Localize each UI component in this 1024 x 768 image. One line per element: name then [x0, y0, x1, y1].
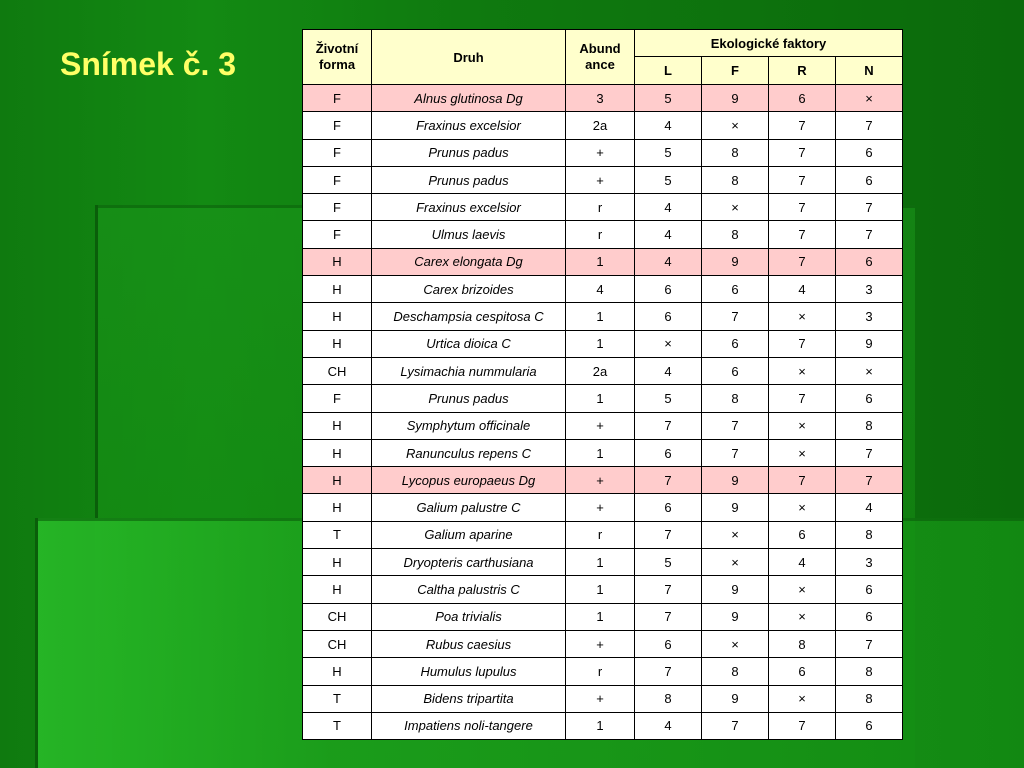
cell-factor-n: 8 [836, 658, 903, 685]
cell-factor-f: 8 [702, 166, 769, 193]
cell-species: Dryopteris carthusiana [372, 549, 566, 576]
cell-factor-r: 7 [769, 221, 836, 248]
cell-factor-l: 6 [635, 494, 702, 521]
header-factor-n: N [836, 57, 903, 85]
cell-species: Humulus lupulus [372, 658, 566, 685]
cell-species: Deschampsia cespitosa C [372, 303, 566, 330]
table-row [303, 385, 903, 412]
cell-life-form: F [303, 166, 372, 193]
cell-abundance: + [566, 494, 635, 521]
cell-factor-n: 3 [836, 549, 903, 576]
cell-factor-n: × [836, 85, 903, 112]
cell-factor-f: × [702, 521, 769, 548]
cell-life-form: F [303, 112, 372, 139]
cell-factor-l: 5 [635, 385, 702, 412]
table-row [303, 194, 903, 221]
cell-factor-f: 8 [702, 658, 769, 685]
table-row [303, 112, 903, 139]
cell-life-form: H [303, 439, 372, 466]
cell-species: Galium aparine [372, 521, 566, 548]
cell-factor-r: 7 [769, 467, 836, 494]
cell-abundance: r [566, 221, 635, 248]
cell-factor-r: 4 [769, 549, 836, 576]
table-row [303, 712, 903, 739]
cell-factor-f: 9 [702, 685, 769, 712]
cell-factor-n: 6 [836, 139, 903, 166]
cell-factor-l: 4 [635, 248, 702, 275]
header-factor-r: R [769, 57, 836, 85]
cell-species: Galium palustre C [372, 494, 566, 521]
cell-factor-l: 5 [635, 85, 702, 112]
cell-factor-r: 7 [769, 166, 836, 193]
cell-factor-f: 7 [702, 303, 769, 330]
cell-abundance: + [566, 412, 635, 439]
cell-factor-l: 7 [635, 521, 702, 548]
table-row [303, 412, 903, 439]
cell-factor-l: × [635, 330, 702, 357]
cell-factor-r: 6 [769, 658, 836, 685]
cell-life-form: CH [303, 357, 372, 384]
cell-factor-l: 5 [635, 139, 702, 166]
header-factor-f: F [702, 57, 769, 85]
cell-factor-l: 7 [635, 658, 702, 685]
cell-factor-f: 9 [702, 467, 769, 494]
cell-species: Prunus padus [372, 385, 566, 412]
cell-factor-n: 7 [836, 194, 903, 221]
cell-life-form: H [303, 658, 372, 685]
cell-abundance: 2a [566, 112, 635, 139]
cell-factor-r: 7 [769, 712, 836, 739]
cell-factor-f: × [702, 549, 769, 576]
cell-factor-l: 4 [635, 712, 702, 739]
background-divider [95, 205, 98, 518]
cell-species: Rubus caesius [372, 630, 566, 657]
cell-factor-r: × [769, 603, 836, 630]
table-row [303, 549, 903, 576]
slide-title: Snímek č. 3 [60, 46, 237, 82]
cell-species: Lycopus europaeus Dg [372, 467, 566, 494]
cell-abundance: 1 [566, 549, 635, 576]
cell-factor-l: 6 [635, 630, 702, 657]
cell-factor-n: 3 [836, 276, 903, 303]
cell-factor-f: 7 [702, 439, 769, 466]
cell-factor-n: 6 [836, 712, 903, 739]
cell-species: Caltha palustris C [372, 576, 566, 603]
cell-abundance: + [566, 630, 635, 657]
cell-factor-n: 7 [836, 439, 903, 466]
cell-factor-r: × [769, 439, 836, 466]
cell-factor-f: × [702, 194, 769, 221]
cell-factor-n: × [836, 357, 903, 384]
table-row [303, 521, 903, 548]
cell-abundance: + [566, 166, 635, 193]
cell-factor-f: 6 [702, 357, 769, 384]
cell-species: Urtica dioica C [372, 330, 566, 357]
cell-factor-n: 8 [836, 685, 903, 712]
cell-life-form: H [303, 303, 372, 330]
cell-factor-l: 6 [635, 303, 702, 330]
cell-factor-r: 6 [769, 521, 836, 548]
cell-species: Prunus padus [372, 166, 566, 193]
cell-abundance: + [566, 685, 635, 712]
header-abundance: Abund ance [566, 30, 635, 85]
cell-factor-l: 4 [635, 194, 702, 221]
cell-factor-r: × [769, 685, 836, 712]
cell-factor-l: 8 [635, 685, 702, 712]
cell-abundance: r [566, 194, 635, 221]
table-row [303, 221, 903, 248]
cell-factor-n: 8 [836, 412, 903, 439]
cell-life-form: F [303, 85, 372, 112]
cell-factor-n: 7 [836, 221, 903, 248]
cell-factor-n: 6 [836, 576, 903, 603]
table-row [303, 467, 903, 494]
cell-factor-f: 7 [702, 712, 769, 739]
cell-abundance: 4 [566, 276, 635, 303]
header-ecological-factors: Ekologické faktory [635, 30, 903, 57]
cell-factor-n: 7 [836, 112, 903, 139]
cell-life-form: H [303, 576, 372, 603]
cell-life-form: H [303, 549, 372, 576]
cell-abundance: 2a [566, 357, 635, 384]
cell-factor-f: 7 [702, 412, 769, 439]
cell-factor-l: 5 [635, 166, 702, 193]
table-row [303, 248, 903, 275]
cell-factor-r: 7 [769, 248, 836, 275]
table-row [303, 85, 903, 112]
cell-species: Prunus padus [372, 139, 566, 166]
table-row [303, 166, 903, 193]
cell-abundance: r [566, 658, 635, 685]
cell-factor-n: 6 [836, 603, 903, 630]
cell-abundance: 1 [566, 330, 635, 357]
cell-species: Ranunculus repens C [372, 439, 566, 466]
cell-factor-r: 8 [769, 630, 836, 657]
cell-life-form: F [303, 385, 372, 412]
cell-life-form: CH [303, 630, 372, 657]
cell-abundance: + [566, 139, 635, 166]
cell-factor-l: 7 [635, 576, 702, 603]
cell-abundance: 1 [566, 248, 635, 275]
cell-life-form: T [303, 712, 372, 739]
cell-factor-r: 7 [769, 330, 836, 357]
cell-factor-r: 7 [769, 112, 836, 139]
cell-factor-l: 7 [635, 412, 702, 439]
cell-factor-l: 4 [635, 112, 702, 139]
table-row [303, 494, 903, 521]
cell-life-form: H [303, 412, 372, 439]
table-row [303, 439, 903, 466]
cell-species: Carex brizoides [372, 276, 566, 303]
table-row [303, 139, 903, 166]
cell-factor-f: 8 [702, 221, 769, 248]
cell-factor-n: 7 [836, 630, 903, 657]
cell-factor-n: 6 [836, 385, 903, 412]
cell-factor-r: × [769, 357, 836, 384]
cell-abundance: 1 [566, 303, 635, 330]
cell-abundance: 1 [566, 385, 635, 412]
cell-factor-f: 8 [702, 385, 769, 412]
cell-factor-n: 9 [836, 330, 903, 357]
cell-factor-f: 6 [702, 276, 769, 303]
cell-factor-r: × [769, 303, 836, 330]
cell-abundance: + [566, 467, 635, 494]
cell-abundance: 1 [566, 576, 635, 603]
cell-factor-f: 9 [702, 248, 769, 275]
cell-factor-l: 4 [635, 357, 702, 384]
cell-species: Lysimachia nummularia [372, 357, 566, 384]
cell-factor-n: 6 [836, 248, 903, 275]
cell-factor-r: × [769, 412, 836, 439]
cell-factor-n: 6 [836, 166, 903, 193]
cell-abundance: 1 [566, 712, 635, 739]
cell-species: Bidens tripartita [372, 685, 566, 712]
cell-abundance: 1 [566, 603, 635, 630]
cell-life-form: H [303, 330, 372, 357]
cell-abundance: 1 [566, 439, 635, 466]
cell-factor-r: × [769, 494, 836, 521]
cell-life-form: H [303, 467, 372, 494]
cell-life-form: T [303, 521, 372, 548]
table-row [303, 658, 903, 685]
cell-life-form: H [303, 248, 372, 275]
cell-factor-f: × [702, 630, 769, 657]
cell-factor-n: 7 [836, 467, 903, 494]
cell-factor-f: 8 [702, 139, 769, 166]
vegetation-table [302, 29, 903, 740]
background-divider [35, 518, 38, 768]
cell-life-form: H [303, 276, 372, 303]
cell-factor-r: 7 [769, 139, 836, 166]
cell-factor-f: 9 [702, 576, 769, 603]
cell-life-form: H [303, 494, 372, 521]
cell-factor-l: 6 [635, 276, 702, 303]
cell-factor-f: 9 [702, 85, 769, 112]
cell-abundance: 3 [566, 85, 635, 112]
cell-species: Alnus glutinosa Dg [372, 85, 566, 112]
table-row [303, 576, 903, 603]
cell-factor-r: 7 [769, 385, 836, 412]
table-row [303, 685, 903, 712]
cell-species: Poa trivialis [372, 603, 566, 630]
cell-factor-f: 6 [702, 330, 769, 357]
cell-life-form: F [303, 221, 372, 248]
table-row [303, 330, 903, 357]
table-row [303, 357, 903, 384]
header-life-form: Životní forma [303, 30, 372, 85]
cell-species: Fraxinus excelsior [372, 194, 566, 221]
cell-species: Symphytum officinale [372, 412, 566, 439]
table-row [303, 603, 903, 630]
cell-species: Fraxinus excelsior [372, 112, 566, 139]
cell-factor-l: 4 [635, 221, 702, 248]
cell-factor-r: × [769, 576, 836, 603]
cell-factor-l: 7 [635, 467, 702, 494]
cell-factor-f: × [702, 112, 769, 139]
header-factor-l: L [635, 57, 702, 85]
cell-factor-r: 6 [769, 85, 836, 112]
cell-factor-n: 8 [836, 521, 903, 548]
cell-factor-l: 7 [635, 603, 702, 630]
cell-species: Carex elongata Dg [372, 248, 566, 275]
cell-factor-n: 4 [836, 494, 903, 521]
cell-abundance: r [566, 521, 635, 548]
cell-factor-r: 4 [769, 276, 836, 303]
cell-factor-l: 6 [635, 439, 702, 466]
cell-life-form: CH [303, 603, 372, 630]
cell-factor-f: 9 [702, 603, 769, 630]
table-row [303, 276, 903, 303]
cell-life-form: F [303, 194, 372, 221]
header-species: Druh [372, 30, 566, 85]
cell-factor-l: 5 [635, 549, 702, 576]
cell-species: Ulmus laevis [372, 221, 566, 248]
table-row [303, 303, 903, 330]
cell-factor-f: 9 [702, 494, 769, 521]
cell-factor-n: 3 [836, 303, 903, 330]
cell-life-form: F [303, 139, 372, 166]
cell-species: Impatiens noli-tangere [372, 712, 566, 739]
cell-factor-r: 7 [769, 194, 836, 221]
cell-life-form: T [303, 685, 372, 712]
table-row [303, 630, 903, 657]
table-body [303, 85, 903, 740]
